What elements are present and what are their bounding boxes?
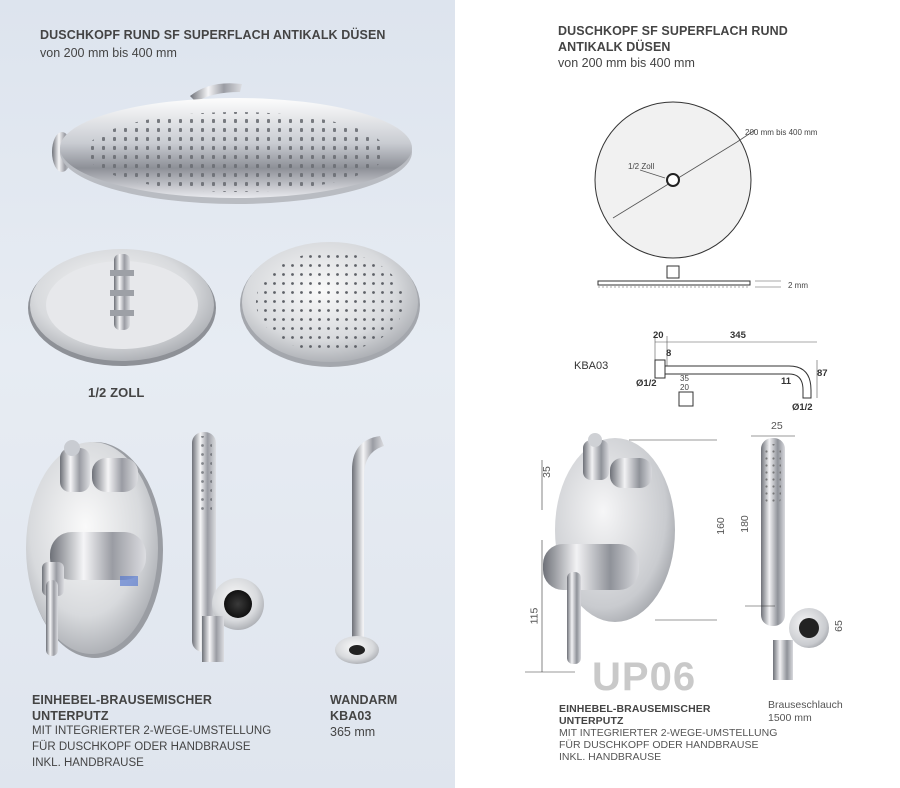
model-code: UP06 [592, 655, 697, 699]
mixer-photo [26, 440, 163, 658]
arm-thread-left: Ø1/2 [636, 378, 657, 389]
technical-drawing-panel [455, 0, 900, 788]
mixer-dim-160: 160 [714, 517, 727, 535]
thread-label: 1/2 Zoll [628, 162, 655, 171]
wall-arm-drawing [655, 336, 817, 406]
hose-length: 1500 mm [768, 712, 812, 724]
hand-shower-photo [192, 432, 264, 662]
hand-dim-25: 25 [771, 420, 783, 432]
arm-dim-20: 20 [653, 330, 664, 341]
mixer-drawing [525, 433, 717, 672]
mixer-title-line1: EINHEBEL-BRAUSEMISCHER [32, 693, 212, 707]
hand-shower-drawing [745, 436, 829, 680]
shower-title: DUSCHKOPF RUND SF SUPERFLACH ANTIKALK DÜSEN [40, 28, 386, 42]
hand-dim-65: 65 [832, 620, 845, 632]
mixer-dim-35: 35 [540, 466, 553, 478]
mixer-title-line1: EINHEBEL-BRAUSEMISCHER [559, 703, 711, 715]
arm-dim-8: 8 [666, 348, 672, 359]
hose-label: Brauseschlauch [768, 699, 843, 711]
mixer-desc-line2: FÜR DUSCHKOPF ODER HANDBRAUSE [559, 739, 759, 751]
arm-thread-right: Ø1/2 [792, 402, 813, 413]
shower-head-back-photo [28, 249, 216, 366]
arm-dim-87: 87 [817, 368, 828, 379]
mixer-desc-line1: MIT INTEGRIERTER 2-WEGE-UMSTELLUNG [32, 725, 272, 737]
mixer-desc-line3: INKL. HANDBRAUSE [32, 757, 144, 769]
mixer-title-line2: UNTERPUTZ [559, 715, 624, 727]
shower-size: von 200 mm bis 400 mm [40, 46, 177, 60]
arm-title-line1: WANDARM [330, 693, 398, 707]
mixer-desc-line2: FÜR DUSCHKOPF ODER HANDBRAUSE [32, 741, 251, 753]
arm-dim-20b: 20 [680, 383, 689, 392]
diameter-label: 200 mm bis 400 mm [745, 128, 818, 137]
hand-dim-180: 180 [738, 515, 751, 533]
arm-dim-35: 35 [680, 374, 689, 383]
arm-dim-11: 11 [781, 376, 792, 387]
thread-label: 1/2 ZOLL [88, 385, 145, 400]
arm-title-line2: KBA03 [330, 709, 372, 723]
shower-title-line2: ANTIKALK DÜSEN [558, 40, 671, 54]
shower-size: von 200 mm bis 400 mm [558, 56, 695, 70]
arm-length: 365 mm [330, 725, 376, 739]
arm-dim-345: 345 [730, 330, 746, 341]
wall-arm-photo [335, 436, 384, 664]
shower-head-angled-photo [52, 83, 412, 204]
thickness-label: 2 mm [788, 281, 808, 290]
mixer-desc-line1: MIT INTEGRIERTER 2-WEGE-UMSTELLUNG [559, 727, 778, 739]
shower-head-front-photo [240, 242, 420, 367]
mixer-dim-115: 115 [528, 607, 541, 625]
arm-code: KBA03 [574, 360, 609, 372]
mixer-title-line2: UNTERPUTZ [32, 709, 109, 723]
shower-title-line1: DUSCHKOPF SF SUPERFLACH RUND [558, 24, 788, 38]
mixer-desc-line3: INKL. HANDBRAUSE [559, 751, 662, 763]
